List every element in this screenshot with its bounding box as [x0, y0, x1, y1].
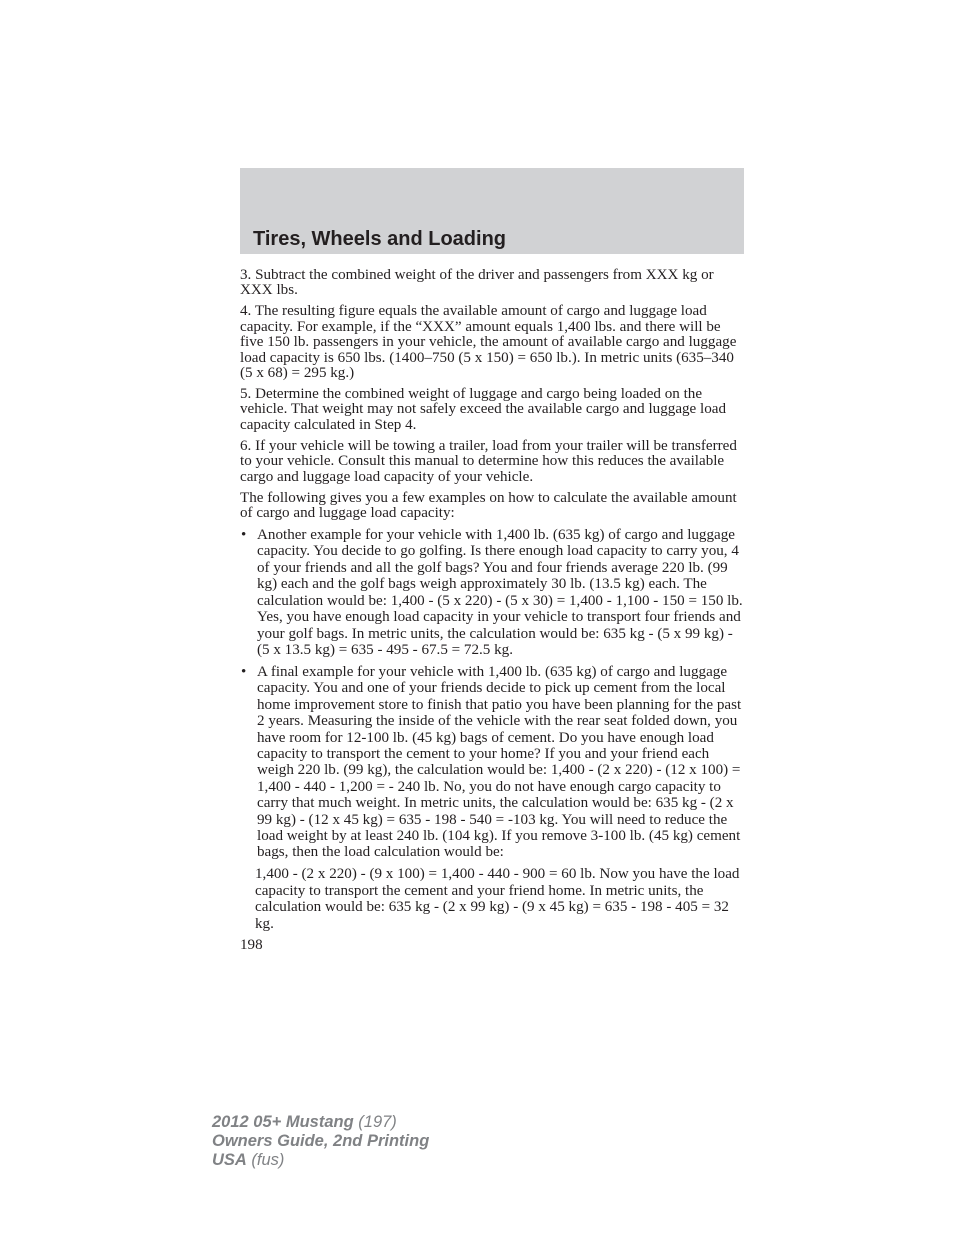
step-4-paragraph: 4. The resulting figure equals the available amount of cargo and luggage load capacity. For example, if the “XXX” amount equals 1,400 lbs. and there will be five 150 lb. passengers in your vehicle, the amount of available cargo and luggage load capacity is 650 lbs. (1400–750 (5 x 150) = 650 lb.). In metric units (635–340 (5 x 68) = 295 kg.)	[240, 303, 737, 382]
step-6-paragraph: 6. If your vehicle will be towing a trailer, load from your trailer will be transferred to your vehicle. Consult this manual to determine how this reduces the available cargo and luggage load capacity of your vehicle.	[240, 437, 737, 485]
list-item-golf-example	[240, 527, 744, 658]
examples-list	[240, 527, 744, 861]
examples-intro-paragraph: The following gives you a few examples on how to calculate the available amount of cargo and luggage load capacity:	[240, 489, 737, 522]
page-number: 198	[240, 936, 263, 953]
footer-market: USA	[212, 1151, 247, 1169]
footer-line-market	[212, 1151, 429, 1170]
footer-line-guide	[212, 1132, 429, 1151]
bullet-icon: •	[241, 663, 247, 680]
footer-market-code: (fus)	[246, 1151, 285, 1169]
bullet-icon: •	[241, 527, 247, 544]
cement-calculation-continuation: 1,400 - (2 x 220) - (9 x 100) = 1,400 - 440 - 900 = 60 lb. Now you have the load capacity to transport the cement and your friend home. In metric units, the calculation would be: 635 kg - (2 x 99 kg) - (9 x 45 kg) = 635 - 198 - 405 = 32 kg.	[255, 866, 740, 932]
list-item-text: A final example for your vehicle with 1,400 lb. (635 kg) of cargo and luggage capacity. You and one of your friends decide to pick up cement from the local home improvement store to finish that patio you have been planning for the past 2 years. Measuring the inside of the vehicle with the rear seat folded down, you have room for 12-100 lb. (45 kg) bags of cement. Do you have enough load capacity to transport the cement to your home? If you and your friend each weigh 220 lb. (99 kg), the calculation would be: 1,400 - (2 x 220) - (12 x 100) = 1,400 - 440 - 1,200 = - 240 lb. No, you do not have enough cargo capacity to carry that much weight. In metric units, the calculation would be: 635 kg - (2 x 99 kg) - (12 x 45 kg) = 635 - 198 - 540 = -103 kg. You will need to reduce the load weight by at least 240 lb. (104 kg). If you remove 3-100 lb. (45 kg) cement bags, then the load calculation would be:	[257, 663, 742, 861]
section-header-band	[240, 168, 744, 254]
footer-guide: Owners Guide, 2nd Printing	[212, 1132, 430, 1150]
list-item-text: Another example for your vehicle with 1,400 lb. (635 kg) of cargo and luggage capacity. You decide to go golfing. Is there enough load capacity to carry you, 4 of your friends and all the golf bags? You and four friends average 220 lb. (99 kg) each and the golf bags weigh approximately 30 lb. (13.5 kg) each. The calculation would be: 1,400 - (5 x 220) - (5 x 30) = 1,400 - 1,100 - 150 = 150 lb. Yes, you have enough load capacity in your vehicle to transport four friends and your golf bags. In metric units, the calculation would be: 635 kg - (5 x 99 kg) - (5 x 13.5 kg) = 635 - 495 - 67.5 = 72.5 kg.	[257, 527, 743, 658]
footer-line-model	[212, 1113, 429, 1132]
document-footer	[212, 1113, 429, 1170]
footer-page-code: (197)	[353, 1113, 397, 1131]
page-content	[240, 268, 744, 953]
step-5-paragraph: 5. Determine the combined weight of luggage and cargo being loaded on the vehicle. That weight may not safely exceed the available cargo and luggage load capacity calculated in Step 4.	[240, 386, 727, 433]
section-title: Tires, Wheels and Loading	[253, 228, 507, 250]
list-item-cement-example	[240, 664, 744, 861]
step-3-paragraph: 3. Subtract the combined weight of the driver and passengers from XXX kg or XXX lbs.	[240, 267, 714, 299]
footer-model: 2012 05+ Mustang	[212, 1113, 354, 1131]
